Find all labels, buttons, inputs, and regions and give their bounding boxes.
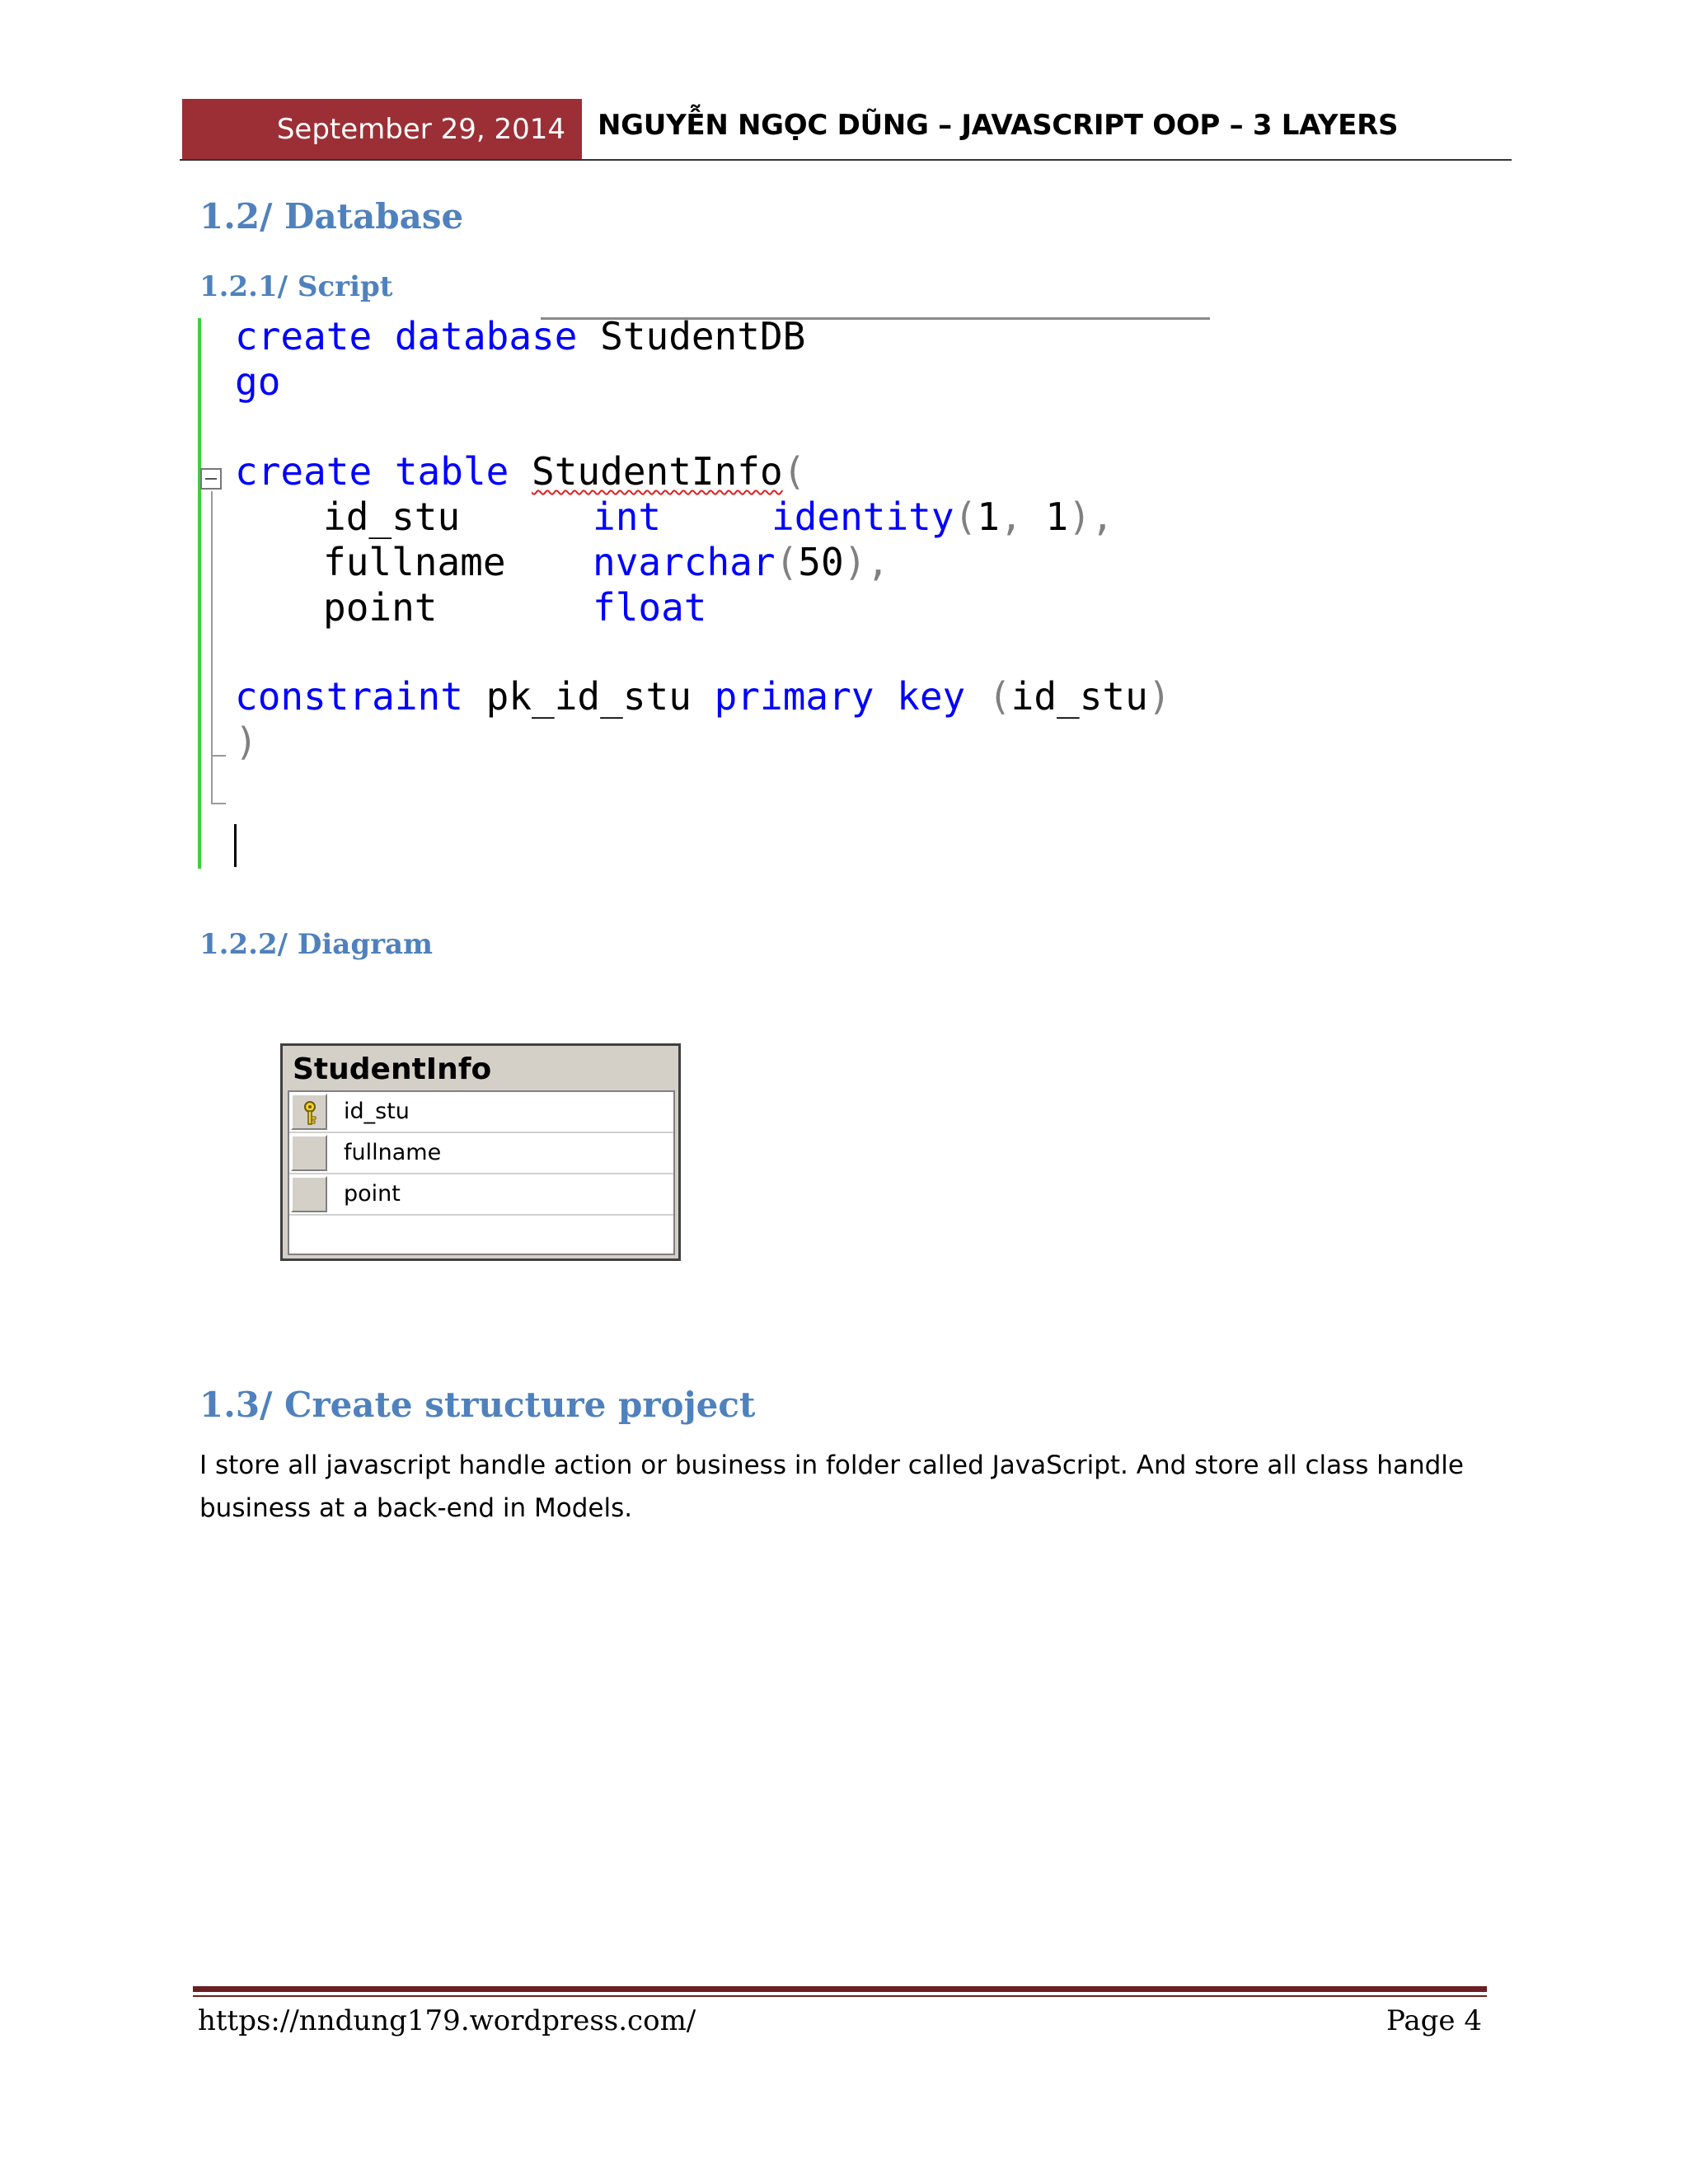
row-selector[interactable] (291, 1176, 327, 1212)
code-line-col-point-type: float (593, 585, 707, 630)
outline-tick (211, 755, 226, 757)
footer-divider-thin (193, 1995, 1487, 1997)
outline-guide (211, 491, 213, 804)
heading-structure: 1.3/ Create structure project (199, 1385, 756, 1425)
diagram-row[interactable] (289, 1133, 673, 1174)
structure-paragraph: I store all javascript handle action or business in folder called JavaScript. And store all class handle business at a back-end in Models. (199, 1451, 1464, 1523)
code-line-col-point: point (323, 585, 438, 630)
column-name: point (344, 1181, 401, 1207)
footer-page-number: Page 4 (1386, 2004, 1482, 2037)
primary-key-icon (301, 1100, 319, 1127)
outline-end-tick (211, 803, 226, 804)
footer-url[interactable]: https://nndung179.wordpress.com/ (198, 2004, 696, 2037)
code-line-go: go (235, 359, 281, 404)
code-line-create-db: create database StudentDB (235, 314, 806, 359)
column-name: fullname (344, 1140, 442, 1165)
header-title: NGUYỄN NGỌC DŨNG – JAVASCRIPT OOP – 3 LAYERS (598, 109, 1399, 142)
code-line-col-fullname-type: nvarchar(50), (593, 540, 890, 584)
header-divider (180, 159, 1512, 161)
diagram-row[interactable] (289, 1174, 673, 1216)
collapse-icon[interactable] (200, 468, 222, 490)
table-diagram[interactable] (280, 1043, 681, 1261)
code-line-col-id-type: int (593, 494, 662, 539)
heading-diagram: 1.2.2/ Diagram (199, 928, 434, 961)
column-name: id_stu (344, 1099, 410, 1124)
code-line-constraint: constraint pk_id_stu primary key (id_stu) (235, 674, 1171, 719)
heading-database: 1.2/ Database (199, 196, 464, 237)
footer-divider (193, 1986, 1487, 1992)
heading-script: 1.2.1/ Script (199, 270, 393, 303)
diagram-row[interactable] (289, 1092, 673, 1133)
diagram-column-grid (288, 1090, 675, 1255)
header-date: September 29, 2014 (182, 99, 582, 160)
code-line-close: ) (235, 719, 258, 764)
code-line-col-id: id_stu (323, 494, 461, 539)
row-selector[interactable] (291, 1094, 327, 1130)
code-line-create-table: create table StudentInfo( (235, 449, 806, 494)
code-change-bar (198, 318, 201, 869)
diagram-table-name: StudentInfo (293, 1052, 492, 1086)
row-selector[interactable] (291, 1135, 327, 1171)
text-caret (234, 824, 237, 867)
code-line-col-fullname: fullname (323, 540, 506, 584)
code-line-col-id-identity: identity(1, 1), (771, 494, 1114, 539)
